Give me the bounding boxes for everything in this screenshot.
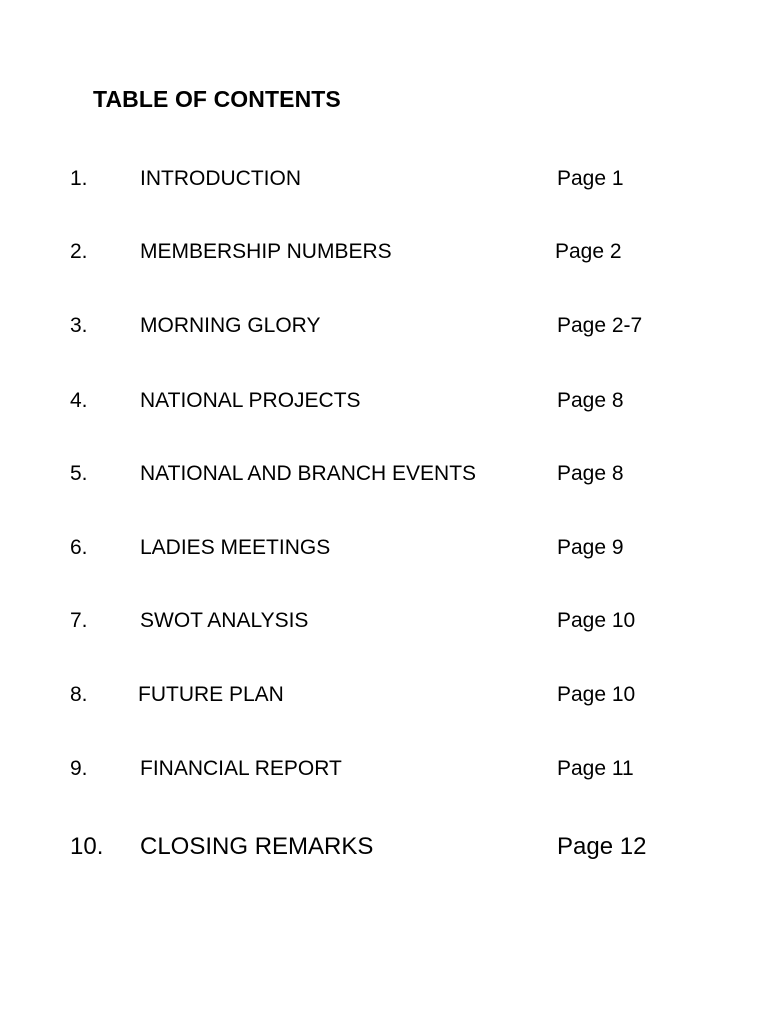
toc-entry-page: Page 12 xyxy=(557,833,647,860)
toc-entry-number: 6. xyxy=(70,536,88,559)
toc-entry-label: SWOT ANALYSIS xyxy=(140,609,309,632)
toc-entry-label: LADIES MEETINGS xyxy=(140,536,331,559)
toc-entry-page: Page 2-7 xyxy=(557,314,643,337)
toc-entry-label: CLOSING REMARKS xyxy=(140,833,374,860)
toc-entry-page: Page 10 xyxy=(557,683,636,706)
toc-entry-number: 4. xyxy=(70,389,88,412)
toc-entry-label: FINANCIAL REPORT xyxy=(140,757,342,780)
toc-entry-introduction xyxy=(0,167,768,203)
toc-entry-membership-numbers xyxy=(0,240,768,276)
toc-entry-page: Page 9 xyxy=(557,536,624,559)
toc-entry-page: Page 2 xyxy=(555,240,622,263)
toc-entry-label: MEMBERSHIP NUMBERS xyxy=(140,240,392,263)
toc-entry-number: 9. xyxy=(70,757,88,780)
toc-entry-number: 7. xyxy=(70,609,88,632)
toc-entry-number: 8. xyxy=(70,683,88,706)
toc-entry-page: Page 11 xyxy=(557,757,634,780)
toc-entry-label: NATIONAL PROJECTS xyxy=(140,389,361,412)
toc-entry-ladies-meetings xyxy=(0,536,768,572)
toc-entry-morning-glory xyxy=(0,314,768,350)
toc-entry-page: Page 8 xyxy=(557,389,624,412)
toc-entry-number: 2. xyxy=(70,240,88,263)
toc-entry-swot-analysis xyxy=(0,609,768,645)
toc-entry-page: Page 1 xyxy=(557,167,624,190)
toc-entry-future-plan xyxy=(0,683,768,719)
toc-entry-national-projects xyxy=(0,389,768,425)
toc-entry-page: Page 8 xyxy=(557,462,624,485)
toc-entry-national-and-branch-events xyxy=(0,462,768,498)
toc-entry-label: MORNING GLORY xyxy=(140,314,321,337)
toc-entry-financial-report xyxy=(0,757,768,793)
toc-entry-number: 1. xyxy=(70,167,88,190)
toc-entry-label: INTRODUCTION xyxy=(140,167,301,190)
toc-entry-number: 3. xyxy=(70,314,88,337)
toc-entry-label: NATIONAL AND BRANCH EVENTS xyxy=(140,462,477,485)
toc-entry-number: 5. xyxy=(70,462,88,485)
toc-entry-closing-remarks xyxy=(0,833,768,869)
toc-entry-page: Page 10 xyxy=(557,609,636,632)
toc-entry-number: 10. xyxy=(70,833,104,860)
toc-entry-label: FUTURE PLAN xyxy=(138,683,284,706)
toc-title: TABLE OF CONTENTS xyxy=(93,86,341,112)
